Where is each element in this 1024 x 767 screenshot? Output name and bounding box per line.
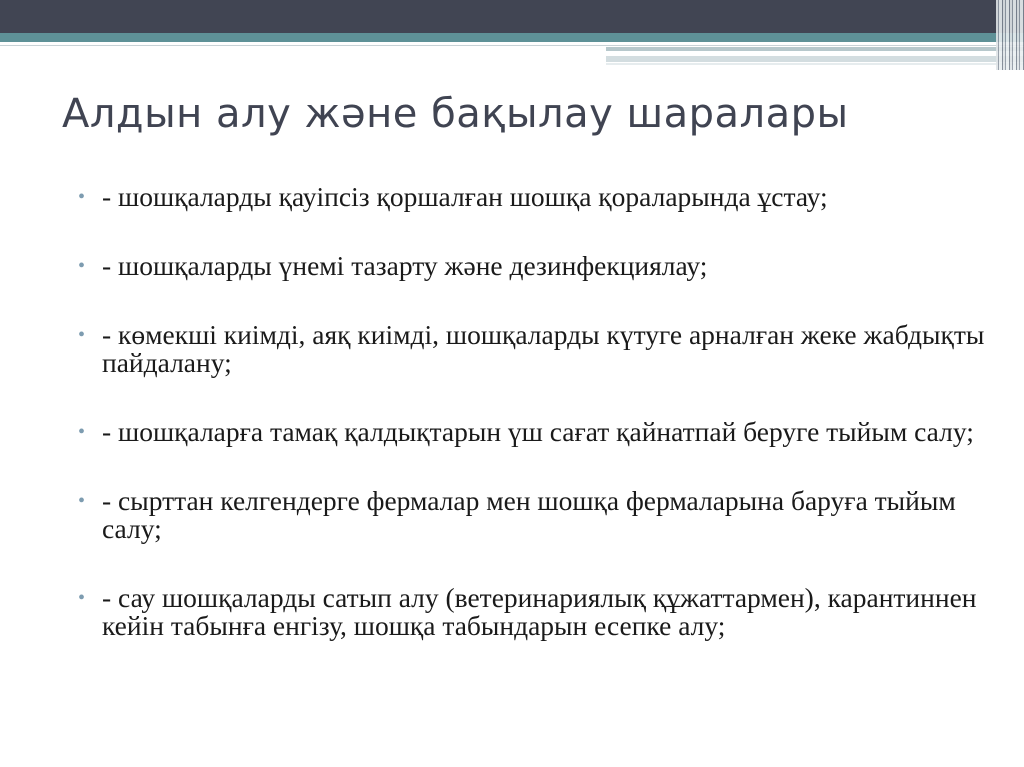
bullet-item (78, 584, 998, 640)
bullet-text: - шошқаларды үнемі тазарту және дезинфекциялау; (102, 250, 708, 281)
bullet-icon: • (78, 186, 86, 208)
bullet-text: - шошқаларды қауіпсіз қоршалған шошқа қораларында ұстау; (102, 181, 828, 212)
header-accent-bar (606, 47, 1024, 51)
bullet-text: - көмекші киімді, аяқ киімді, шошқаларды күтуге арналған жеке жабдықты пайдалану; (102, 319, 985, 378)
bullet-icon: • (78, 324, 86, 346)
bullet-item (78, 183, 998, 211)
bullet-item (78, 487, 998, 543)
bullet-item (78, 418, 998, 446)
bullet-icon: • (78, 490, 86, 512)
bullet-icon: • (78, 421, 86, 443)
bullet-icon: • (78, 587, 86, 609)
bullet-text: - шошқаларға тамақ қалдықтарын үш сағат қайнатпай беруге тыйым салу; (102, 416, 974, 447)
header-dark-bar (0, 0, 1024, 33)
bullet-item (78, 252, 998, 280)
bullet-text: - сырттан келгендерге фермалар мен шошқа фермаларына баруға тыйым салу; (102, 485, 956, 544)
header-divider-line (0, 45, 1024, 46)
header-teal-band (0, 33, 1024, 42)
bullet-item (78, 321, 998, 377)
header-accent-bar (606, 56, 1024, 62)
header-accent-bar (606, 63, 1024, 65)
header-stripe-decoration (996, 0, 1024, 70)
bullet-text: - сау шошқаларды сатып алу (ветеринариялық құжаттармен), карантиннен кейін табынға енгізу, шошқа табындарын есепке алу; (102, 582, 977, 641)
slide-title: Алдын алу және бақылау шаралары (62, 91, 849, 137)
bullet-icon: • (78, 255, 86, 277)
bullet-list (78, 183, 998, 640)
